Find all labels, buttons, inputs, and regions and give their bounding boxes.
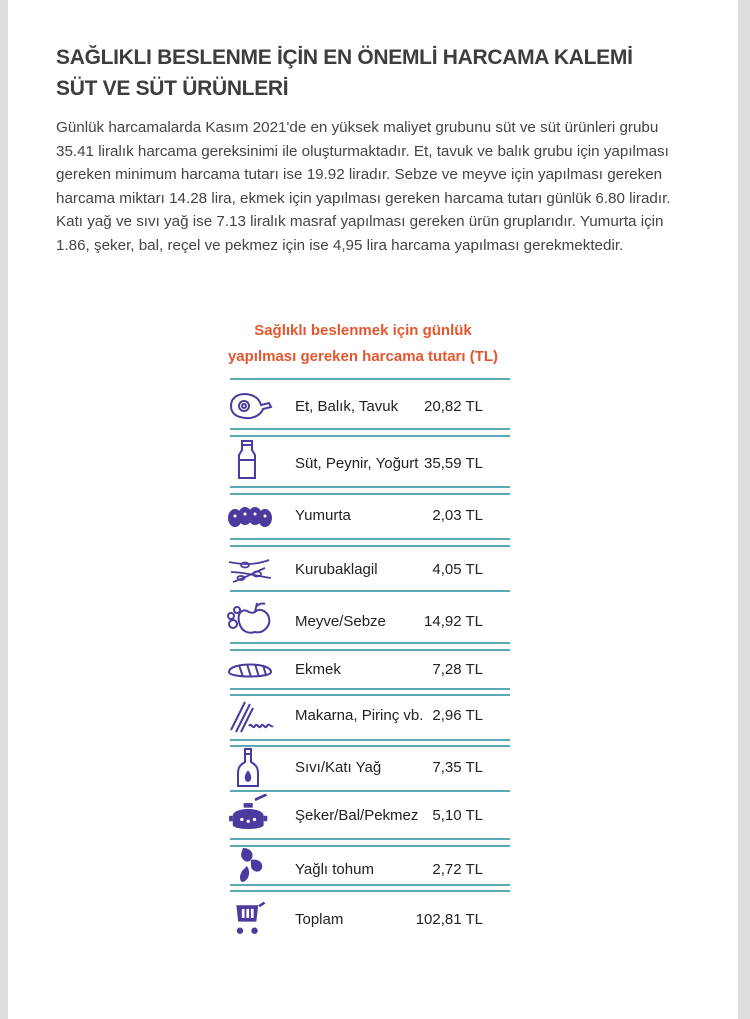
row-value: 7,28 TL	[432, 661, 483, 678]
separator-rule	[230, 493, 510, 495]
row-label: Şeker/Bal/Pekmez	[295, 807, 419, 824]
fruit-vegetable-icon	[225, 598, 275, 638]
infographic-title	[198, 318, 528, 370]
seeds-icon	[225, 846, 275, 886]
row-label: Et, Balık, Tavuk	[295, 398, 399, 415]
headline-line-2: SÜT VE SÜT ÜRÜNLERİ	[56, 77, 289, 100]
separator-rule	[230, 745, 510, 747]
row-value: 5,10 TL	[432, 807, 483, 824]
headline-line-1: SAĞLIKLI BESLENME İÇİN EN ÖNEMLİ HARCAMA KALEMİ	[56, 46, 633, 69]
separator-rule	[230, 378, 510, 380]
row-label: Toplam	[295, 911, 344, 928]
row-value: 2,72 TL	[432, 861, 483, 878]
row-label: Süt, Peynir, Yoğurt	[295, 455, 419, 472]
row-label: Sıvı/Katı Yağ	[295, 759, 382, 776]
separator-rule	[230, 590, 510, 592]
row-value: 7,35 TL	[432, 759, 483, 776]
row-value: 102,81 TL	[415, 911, 483, 928]
row-label: Yağlı tohum	[295, 861, 374, 878]
article-headline	[56, 42, 696, 104]
row-value: 14,92 TL	[424, 613, 483, 630]
separator-rule	[230, 642, 510, 644]
row-label: Ekmek	[295, 661, 341, 678]
separator-rule	[230, 739, 510, 741]
legumes-icon	[225, 550, 275, 590]
separator-rule	[230, 538, 510, 540]
oil-bottle-icon	[225, 748, 275, 788]
separator-rule	[230, 545, 510, 547]
separator-rule	[230, 435, 510, 437]
row-label: Kurubaklagil	[295, 561, 378, 578]
sugar-bowl-icon	[225, 794, 275, 834]
row-label: Yumurta	[295, 507, 351, 524]
separator-rule	[230, 790, 510, 792]
pasta-icon	[225, 696, 275, 736]
separator-rule	[230, 890, 510, 892]
shopping-cart-icon	[225, 898, 275, 938]
article-page	[8, 0, 738, 1019]
separator-rule	[230, 428, 510, 430]
row-value: 2,03 TL	[432, 507, 483, 524]
separator-rule	[230, 486, 510, 488]
row-value: 2,96 TL	[432, 707, 483, 724]
row-value: 4,05 TL	[432, 561, 483, 578]
bread-icon	[225, 650, 275, 690]
milk-bottle-icon	[225, 440, 275, 480]
infographic-title-line-1: Sağlıklı beslenmek için günlük	[254, 322, 472, 339]
infographic-title-line-2: yapılması gereken harcama tutarı (TL)	[227, 348, 499, 365]
row-label: Meyve/Sebze	[295, 613, 386, 630]
eggs-icon	[225, 498, 275, 538]
row-value: 35,59 TL	[424, 455, 483, 472]
row-label: Makarna, Pirinç vb.	[295, 707, 424, 724]
meat-icon	[225, 386, 275, 426]
row-value: 20,82 TL	[424, 398, 483, 415]
separator-rule	[230, 838, 510, 840]
article-body: Günlük harcamalarda Kasım 2021'de en yüksek maliyet grubunu süt ve süt ürünleri grubu 35.41 liralık harcama gereksinimi ile oluşturmaktadır. Et, tavuk ve balık grubu için yapılması gereken minimum harcama tutarı ise 19.92 liradır. Sebze ve meyve için yapılması gereken harcama miktarı 14.28 lira, ekmek için yapılması gereken harcama tutarı günlük 6.80 liradır. Katı yağ ve sıvı yağ ise 7.13 liralık masraf yapılması gereken ürün gruplarıdır. Yumurta için 1.86, şeker, bal, reçel ve pekmez için ise 4,95 lira harcama yapılması gerekmektedir.	[56, 119, 671, 254]
